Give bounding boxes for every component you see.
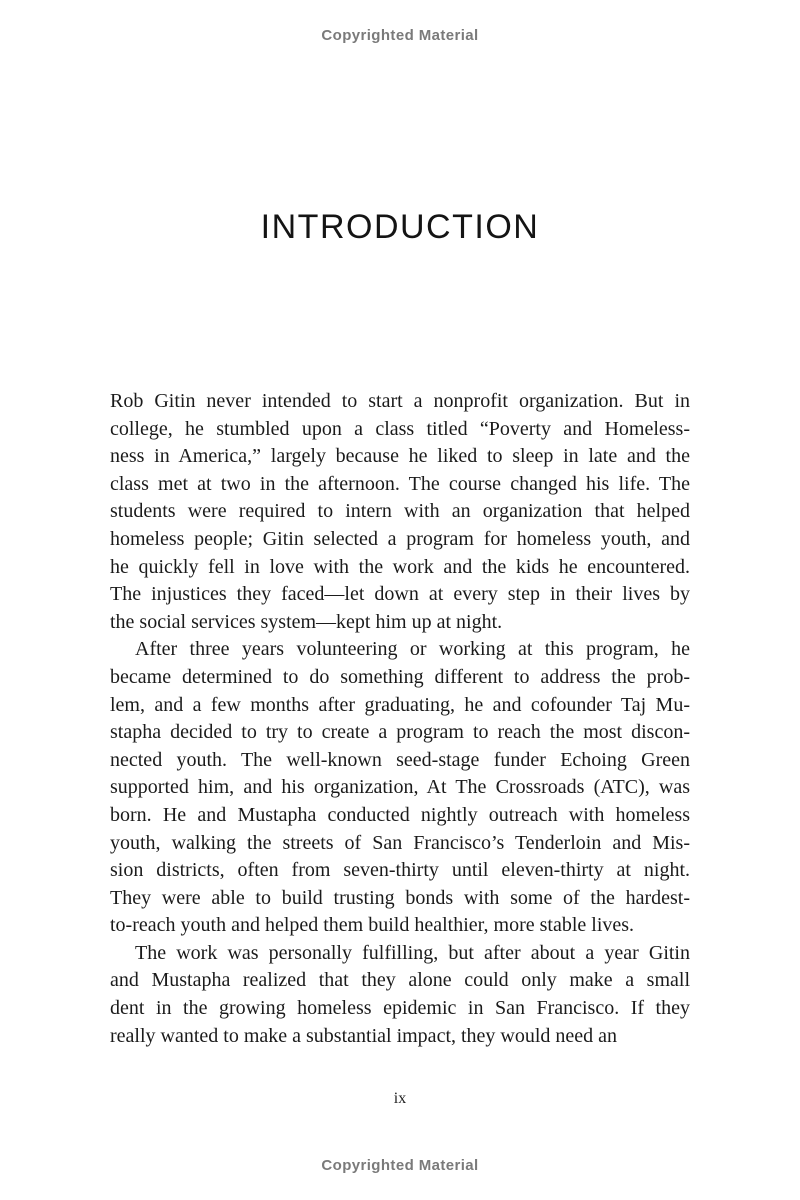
body-line: lem, and a few months after graduating, he and cofounder Taj Mu- [110, 693, 690, 716]
body-line: class met at two in the afternoon. The course changed his life. The [110, 472, 690, 495]
body-line: Rob Gitin never intended to start a nonprofit organization. But in [110, 390, 690, 412]
body-line: the social services system—kept him up at night. [110, 610, 503, 633]
copyright-notice-top: Copyrighted Material [321, 27, 479, 44]
body-line: and Mustapha realized that they alone could only make a small [110, 969, 690, 992]
body-line: dent in the growing homeless epidemic in San Francisco. If they [110, 997, 690, 1020]
body-line: students were required to intern with an organization that helped [110, 500, 690, 523]
body-line: really wanted to make a substantial impact, they would need an [110, 1024, 618, 1047]
body-line: supported him, and his organization, At The Crossroads (ATC), was [110, 776, 690, 799]
body-line: college, he stumbled upon a class titled “Poverty and Homeless- [110, 417, 690, 440]
body-line: youth, walking the streets of San Francisco’s Tenderloin and Mis- [110, 831, 690, 854]
body-line: After three years volunteering or working at this program, he [135, 638, 690, 661]
paragraph [110, 636, 690, 940]
paragraph [110, 388, 690, 636]
body-line: The injustices they faced—let down at every step in their lives by [110, 583, 690, 606]
chapter-title: INTRODUCTION [260, 208, 540, 246]
body-line: sion districts, often from seven-thirty until eleven-thirty at night. [110, 859, 690, 882]
body-line: to-reach youth and helped them build healthier, more stable lives. [110, 914, 635, 937]
body-text [110, 388, 690, 1050]
page-number: ix [393, 1090, 407, 1107]
body-line: stapha decided to try to create a program to reach the most discon- [110, 721, 690, 744]
body-line: ness in America,” largely because he liked to sleep in late and the [110, 445, 690, 468]
body-line: They were able to build trusting bonds with some of the hardest- [110, 886, 690, 909]
body-line: he quickly fell in love with the work and the kids he encountered. [110, 555, 690, 578]
copyright-notice-bottom: Copyrighted Material [321, 1157, 479, 1174]
paragraph [110, 940, 690, 1050]
body-line: born. He and Mustapha conducted nightly outreach with homeless [110, 803, 690, 826]
body-line: homeless people; Gitin selected a program for homeless youth, and [110, 527, 690, 550]
body-line: became determined to do something different to address the prob- [110, 665, 690, 688]
body-line: The work was personally fulfilling, but after about a year Gitin [135, 941, 690, 964]
body-line: nected youth. The well-known seed-stage funder Echoing Green [110, 748, 690, 771]
